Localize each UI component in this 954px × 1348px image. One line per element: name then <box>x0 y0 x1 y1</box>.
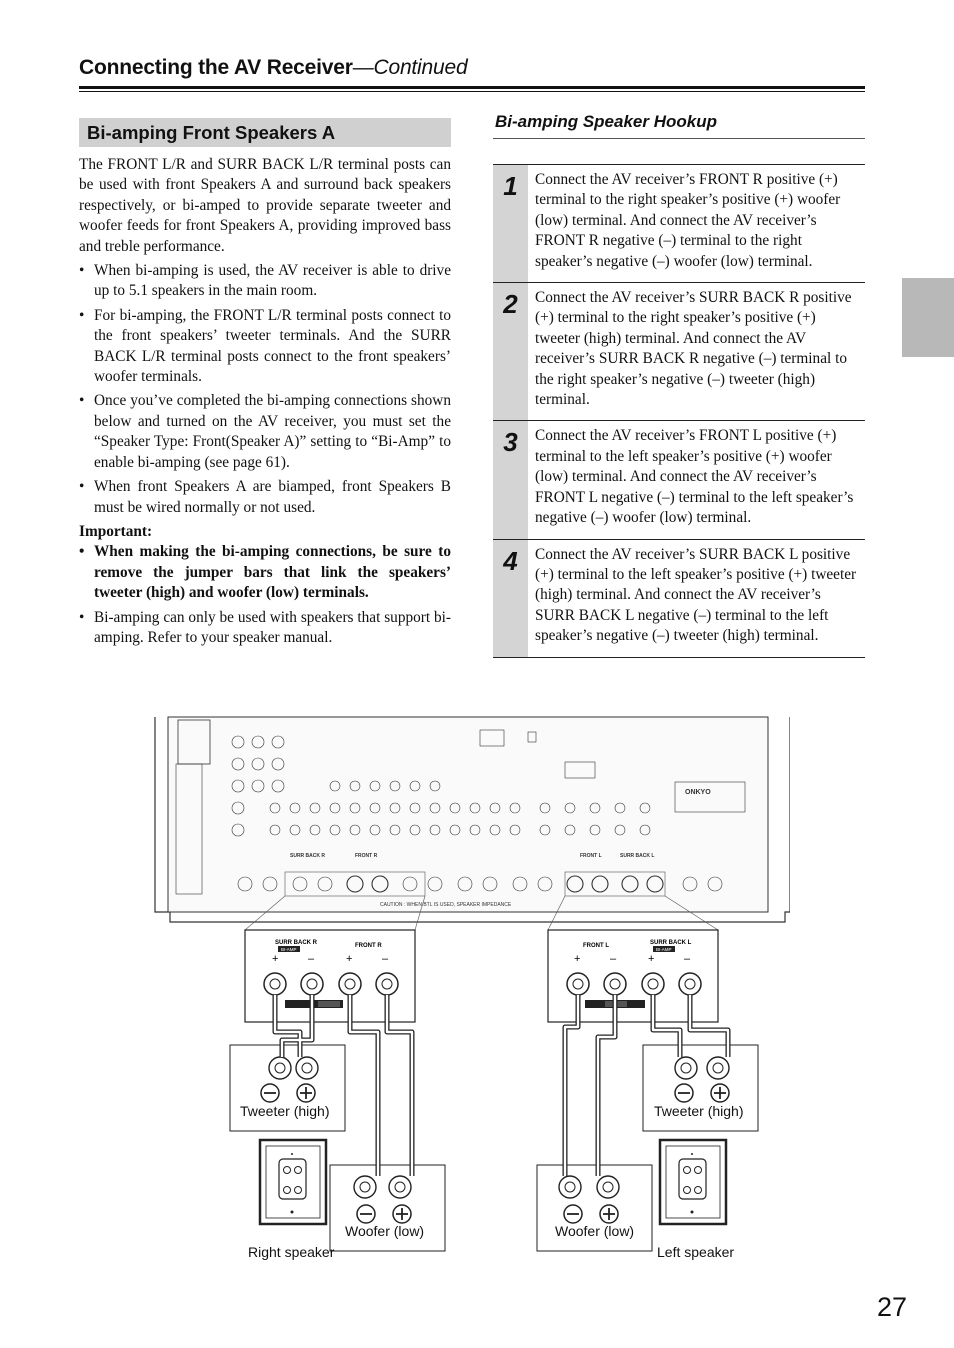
panel-label-front-l: FRONT L <box>580 853 602 859</box>
minus-sign: – <box>382 953 389 965</box>
step-row <box>493 165 865 283</box>
minus-sign: – <box>684 953 691 965</box>
plus-sign: + <box>648 953 655 965</box>
left-column <box>79 118 451 648</box>
header-rule-thick <box>79 86 865 89</box>
terminal-post <box>642 973 664 995</box>
chapter-side-tab <box>902 278 954 357</box>
zoom-label-surr-back-r: SURR BACK R <box>275 940 317 946</box>
bi-amp-tag: BI-AMP <box>281 947 297 952</box>
step-text: Connect the AV receiver’s SURR BACK L positive (+) terminal to the left speaker’s positive (+) tweeter (high) terminal. And connect the AV receiver’s SURR BACK L negative (–) terminal to the left speaker’s negative (–) tweeter (high) terminal. <box>535 545 857 645</box>
steps-table <box>493 164 865 658</box>
bullet-item: • When bi-amping is used, the AV receiver is able to drive up to 5.1 speakers in the main room. <box>79 261 451 302</box>
plus-sign: + <box>574 953 581 965</box>
important-bullet: • Bi-amping can only be used with speakers that support bi-amping. Refer to your speaker manual. <box>79 608 451 649</box>
step-number: 1 <box>493 165 528 282</box>
label-right-speaker: Right speaker <box>248 1244 335 1260</box>
bi-amp-tag: BI-AMP <box>656 947 672 952</box>
terminal-post <box>264 973 286 995</box>
right-speaker <box>260 1140 326 1224</box>
important-bullet: • When making the bi-amping connections, be sure to remove the jumper bars that link the speakers’ tweeter (high) and woofer (low) terminals. <box>79 542 451 603</box>
intro-paragraph: The FRONT L/R and SURR BACK L/R terminal posts can be used with front Speakers A and surround back speakers respectively, or bi-amped to provide separate tweeter and woofer feeds for front Speakers A, providing improved bass and treble performance. <box>79 156 451 255</box>
terminal-post <box>567 973 589 995</box>
terminal-post <box>679 973 701 995</box>
header-title: Connecting the AV Receiver—Continued <box>79 56 468 79</box>
label-right-woofer: Woofer (low) <box>345 1223 425 1239</box>
brand-logo: ONKYO <box>685 789 711 796</box>
page-number: 27 <box>877 1292 908 1322</box>
zoom-label-surr-back-l: SURR BACK L <box>650 940 692 946</box>
bi-amp-wiring-diagram <box>150 712 790 1272</box>
label-left-tweeter: Tweeter (high) <box>654 1103 744 1119</box>
receiver-rear-panel <box>155 717 790 922</box>
step-number: 2 <box>493 283 528 420</box>
subsection-title: Bi-amping Speaker Hookup <box>495 112 717 131</box>
subsection-rule <box>493 138 865 139</box>
right-column <box>493 112 865 645</box>
step-number: 4 <box>493 540 528 657</box>
minus-sign: – <box>610 953 617 965</box>
bullet-item: • Once you’ve completed the bi-amping connections shown below and turned on the AV receiver, you must set the “Speaker Type: Front(Speaker A)” setting to “Bi-Amp” to enable bi-amping (see page 61). <box>79 391 451 473</box>
wiring-diagram-svg <box>150 712 790 1272</box>
left-speaker <box>660 1140 726 1224</box>
bullet-item: • When front Speakers A are biamped, front Speakers B must be wired normally or not used. <box>79 477 451 518</box>
terminal-post <box>604 973 626 995</box>
step-number: 3 <box>493 421 528 538</box>
panel-label-surr-back-r: SURR BACK R <box>290 853 325 859</box>
terminal-post <box>339 973 361 995</box>
step-text: Connect the AV receiver’s FRONT L positive (+) terminal to the left speaker’s positive (+) woofer (low) terminal. And connect the AV receiver’s FRONT L negative (–) terminal to the left speaker’s negative (–) woofer (low) terminal. <box>535 427 854 527</box>
terminal-post <box>301 973 323 995</box>
caution-text: CAUTION : WHEN BTL IS USED, SPEAKER IMPEDANCE <box>380 902 512 908</box>
important-label: Important: <box>79 522 153 540</box>
panel-label-front-r: FRONT R <box>355 853 378 859</box>
zoom-label-front-l: FRONT L <box>583 943 609 949</box>
plus-sign: + <box>272 953 279 965</box>
terminal-post <box>376 973 398 995</box>
step-text: Connect the AV receiver’s SURR BACK R positive (+) terminal to the right speaker’s positive (+) tweeter (high) terminal. And connect the AV receiver’s SURR BACK R negative (–) terminal to the right speaker’s negative (–) tweeter (high) terminal. <box>535 289 852 409</box>
step-row <box>493 283 865 421</box>
header-continued: —Continued <box>352 56 468 79</box>
step-row <box>493 540 865 658</box>
section-title: Bi-amping Front Speakers A <box>79 118 451 147</box>
step-row <box>493 421 865 539</box>
label-right-tweeter: Tweeter (high) <box>240 1103 330 1119</box>
bullet-item: • For bi-amping, the FRONT L/R terminal posts connect to the front speakers’ tweeter terminals. And the SURR BACK L/R terminal posts connect to the front speakers’ woofer terminals. <box>79 306 451 388</box>
label-left-speaker: Left speaker <box>657 1244 735 1260</box>
plus-sign: + <box>346 953 353 965</box>
zoom-label-front-r: FRONT R <box>355 943 382 949</box>
step-text: Connect the AV receiver’s FRONT R positive (+) terminal to the right speaker’s positive (+) woofer (low) terminal. And connect the AV receiver’s FRONT R negative (–) terminal to the right speaker’s negative (–) woofer (low) terminal. <box>535 171 841 270</box>
header-rule-thin <box>79 91 865 92</box>
minus-sign: – <box>308 953 315 965</box>
panel-label-surr-back-l: SURR BACK L <box>620 853 655 859</box>
page-header <box>79 56 865 80</box>
label-left-woofer: Woofer (low) <box>555 1223 635 1239</box>
